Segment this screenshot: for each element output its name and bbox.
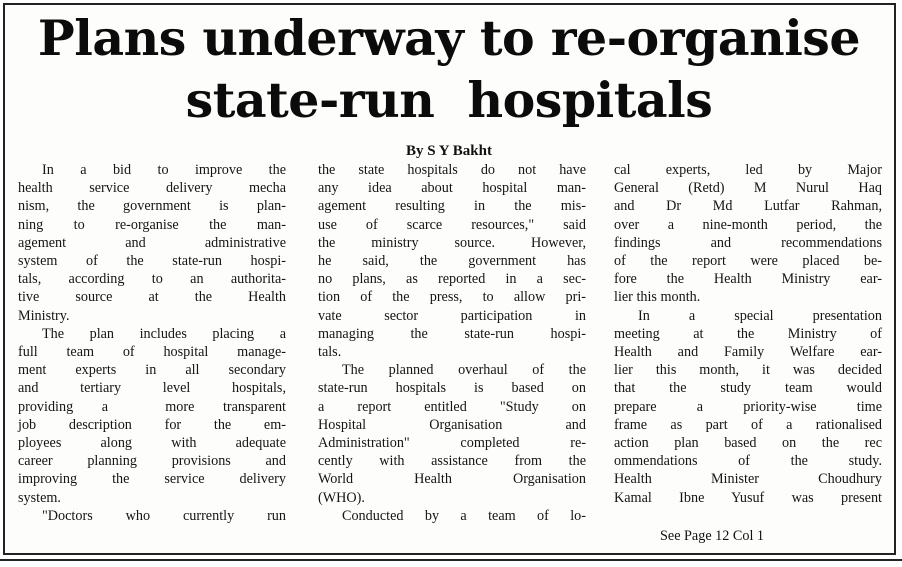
column-line: a report entitled "Study on [318,398,586,415]
column-line: Health and Family Welfare ear- [614,344,882,361]
column-line: findings and recommendations [614,234,882,251]
column-line: Hospital Organisation and [318,416,586,433]
column-line: ommendations of the study. [614,453,882,470]
column-line: nism, the government is plan- [18,198,286,215]
continuation-note: See Page 12 Col 1 [660,528,765,544]
column-line: use of scarce resources," said [318,216,586,233]
column-line: career planning provisions and [18,453,286,470]
column-line: In a bid to improve the [42,162,286,178]
column-line: Administration" completed re- [318,435,586,452]
headline-line-2: state-run hospitals [185,71,713,129]
column-line: Conducted by a team of lo- [342,507,586,524]
column-line: tals. [318,344,342,361]
column-line: agement and administrative [18,234,286,251]
column-line: The planned overhaul of the [342,362,586,379]
column-line: that the study team would [614,380,882,397]
byline: By S Y Bakht [405,143,492,159]
column-line: ment experts in all secondary [18,362,286,379]
column-line: frame as part of a rationalised [614,416,882,433]
column-line: Ministry. [18,307,70,324]
column-line: any idea about hospital man- [318,180,586,197]
column-line: lier this month, it was decided [614,362,882,379]
column-line: tion of the press, to allow pri- [318,289,586,306]
column-2 [318,161,586,525]
column-line: ning to re-organise the man- [18,216,286,233]
column-line: (WHO). [318,489,365,506]
column-line: agement resulting in the mis- [318,198,586,215]
column-line: no plans, as reported in a sec- [318,271,586,288]
column-line: improving the service delivery [18,471,286,488]
column-line: tive source at the Health [18,289,286,306]
column-line: the state hospitals do not have [318,162,586,178]
column-line: vate sector participation in [318,307,586,324]
column-line: meeting at the Ministry of [614,325,882,342]
column-line: and Dr Md Lutfar Rahman, [614,198,882,215]
column-line: system. [18,489,61,506]
column-line: cal experts, led by Major [614,162,882,178]
column-line: action plan based on the rec [614,435,882,452]
column-line: prepare a priority-wise time [614,398,882,415]
column-line: World Health Organisation [318,471,586,488]
column-line: lier this month. [614,289,701,306]
column-1 [18,161,286,525]
column-line: over a nine-month period, the [614,216,882,233]
column-3 [614,161,882,507]
column-line: tals, according to an authorita- [18,271,286,288]
headline-line-1: Plans underway to re-organise [37,9,861,67]
column-line: "Doctors who currently run [42,507,286,524]
column-line: General (Retd) M Nurul Haq [614,180,882,197]
column-line: system of the state-run hospi- [18,253,286,270]
column-line: providing a more transparent [18,398,286,415]
column-line: Kamal Ibne Yusuf was present [614,489,882,506]
column-line: fore the Health Ministry ear- [614,271,882,288]
column-line: and tertiary level hospitals, [18,380,286,397]
column-line: cently with assistance from the [318,453,586,470]
column-line: full team of hospital manage- [18,344,286,361]
column-line: state-run hospitals is based on [318,380,586,397]
headline [6,7,892,131]
column-line: In a special presentation [638,307,882,324]
column-line: the ministry source. However, [318,234,586,251]
column-line: of the report were placed be- [614,253,882,270]
column-line: job description for the em- [18,416,286,433]
column-line: he said, the government has [318,253,586,270]
column-line: Health Minister Choudhury [614,471,882,488]
column-line: The plan includes placing a [42,325,286,342]
page-divider [0,559,902,561]
column-line: health service delivery mecha [18,180,286,197]
column-line: managing the state-run hospi- [318,325,586,342]
column-line: ployees along with adequate [18,435,286,452]
